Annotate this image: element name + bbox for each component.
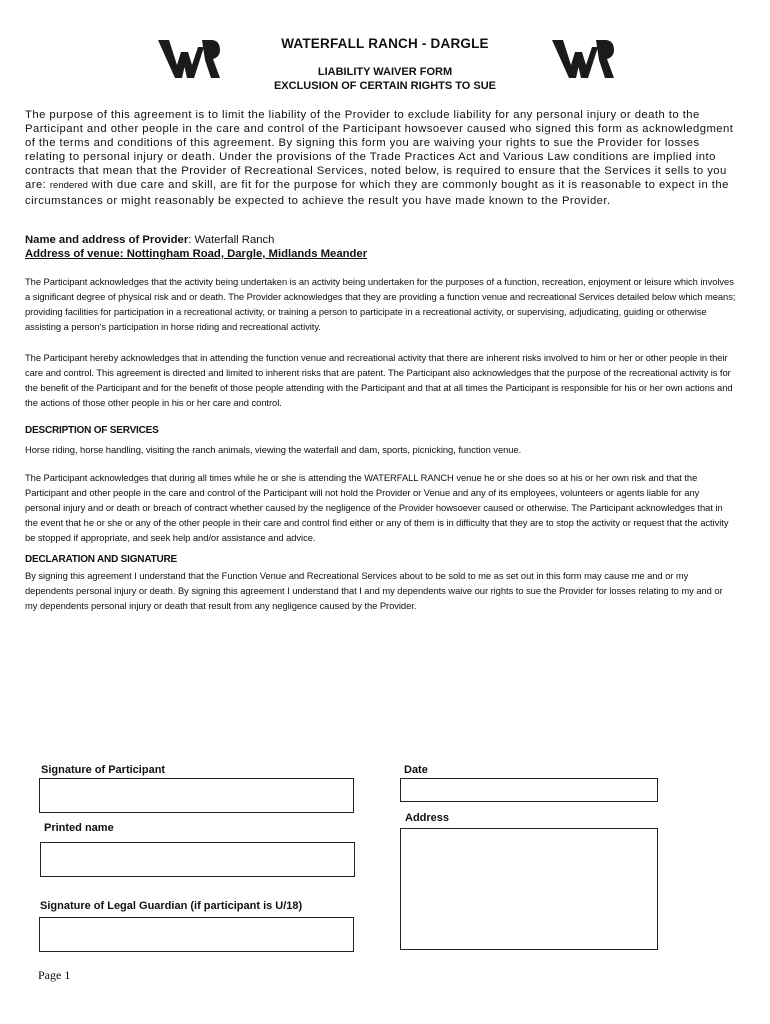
address-field[interactable] <box>400 828 658 950</box>
intro-paragraph <box>25 108 743 208</box>
signature-participant-field[interactable] <box>39 778 354 813</box>
signature-guardian-field[interactable] <box>39 917 354 952</box>
intro-text-continued: with due care and skill, are fit for the purpose for which they are commonly bought as it is reasonable to expect in the circumstances or might reasonably be expected to achieve the result you have made known to the Provider. <box>25 179 729 207</box>
form-title: LIABILITY WAIVER FORM <box>317 66 453 78</box>
form-subtitle: EXCLUSION OF CERTAIN RIGHTS TO SUE <box>273 80 497 92</box>
printed-name-field[interactable] <box>40 842 355 877</box>
venue-address: Address of venue: Nottingham Road, Dargle, Midlands Meander <box>25 248 368 260</box>
printed-name-label: Printed name <box>44 822 114 834</box>
description-heading: DESCRIPTION OF SERVICES <box>25 425 159 436</box>
page-title: WATERFALL RANCH - DARGLE <box>281 36 489 51</box>
provider-label: Name and address of Provider <box>25 234 189 246</box>
intro-small-text: rendered <box>49 180 88 192</box>
page-number: Page 1 <box>38 968 71 982</box>
acknowledge-activity-paragraph: The Participant acknowledges that the activity being undertaken is an activity being undertaken for the purposes of a function, recreation, enjoyment or leisure which involves a significant degree of physical risk and or death. The Provider acknowledges that they are providing a function venue and recreational Services detailed below which means; providing facilities for participation in a recreational activity, or training a person to participate in a recreational activity, or supervising, adjudicating, guiding or otherwise assisting a person's participation in horse riding and recreational activity. <box>25 276 736 332</box>
date-label: Date <box>404 764 428 776</box>
signature-participant-label: Signature of Participant <box>41 764 166 776</box>
own-risk-paragraph: The Participant acknowledges that during all times while he or she is attending the WATERFALL RANCH venue he or she does so at his or her own risk and that the Participant and other people in the care and control of the Participant will not hold the Provider or Venue and any of its employees, volunteers or agents liable for any personal injury and or death or breach of contract whether caused by the negligence of the Provider howsoever caused or otherwise. The Participant acknowledges that in the event that he or she or any of the other people in their care and control find either or any of them is in difficulty that they are to stop the activity or request that the activity be stopped if appropriate, and seek help and/or assistance and advice. <box>25 472 729 543</box>
declaration-paragraph: By signing this agreement I understand that the Function Venue and Recreational Services about to be sold to me as set out in this form may cause me and or my dependents personal injury or death. By signing this agreement I understand that I and my dependents waive our rights to sue the Provider for losses relating to my and or my dependents personal injury or death that result from any negligence caused by the Provider. <box>25 570 723 611</box>
provider-line <box>25 233 274 247</box>
description-text: Horse riding, horse handling, visiting the ranch animals, viewing the waterfall and dam, sports, picnicking, function venue. <box>25 444 522 455</box>
signature-guardian-label: Signature of Legal Guardian (if participant is U/18) <box>40 900 303 912</box>
address-label: Address <box>405 812 450 824</box>
date-field[interactable] <box>400 778 658 802</box>
intro-text: The purpose of this agreement is to limit the liability of the Provider to exclude liability for any personal injury or death to the Participant and other people in the care and control of the Participant howsoever caused who signed this form as acknowledgment of the terms and conditions of this agreement. By signing this form you are waiving your rights to sue the Provider for losses relating to personal injury or death. Under the provisions of the Trade Practices Act and Various Law conditions are implied into contracts that mean that the Provider of Recreational Services, noted below, is required to ensure that the Services it sells to you are: <box>25 109 734 192</box>
acknowledge-risks-paragraph: The Participant hereby acknowledges that in attending the function venue and recreational activity that there are inherent risks involved to him or her or other people in their care and control. This agreement is directed and limited to inherent risks that are patent. The Participant also acknowledges that the purpose of the recreational activity is for the benefit of the Participant and for the benefit of those people attending with the Participant and that at all times the Participant is responsible for his or her own actions and the actions of those other people in his or her care and control. <box>25 352 733 408</box>
provider-value: : Waterfall Ranch <box>188 234 275 246</box>
declaration-heading: DECLARATION AND SIGNATURE <box>25 554 178 565</box>
